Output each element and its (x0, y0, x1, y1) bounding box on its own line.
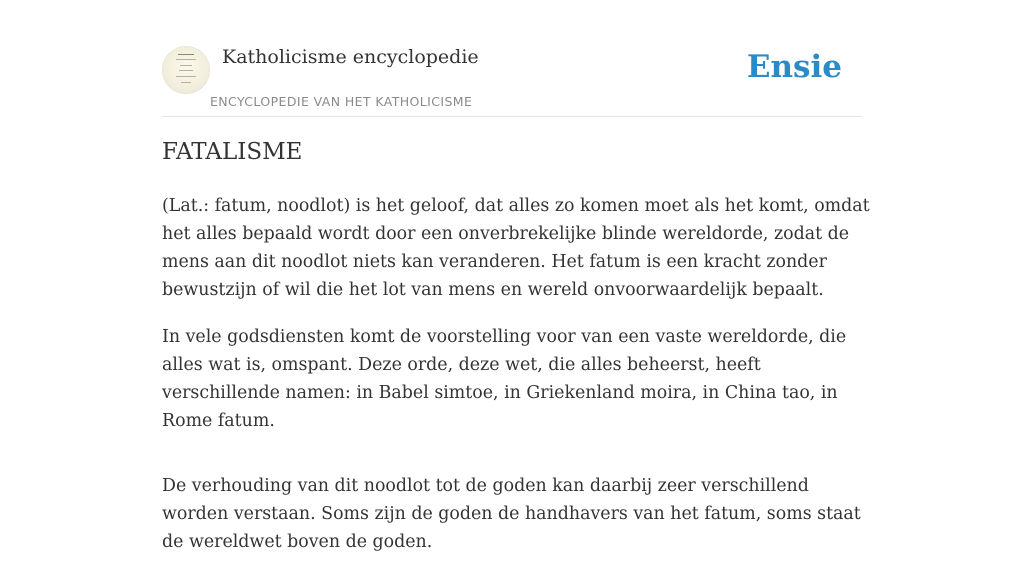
encyclopedia-subtitle: ENCYCLOPEDIE VAN HET KATHOLICISME (210, 94, 473, 109)
cover-text-line (178, 54, 194, 55)
cover-text-line (179, 70, 193, 71)
encyclopedia-title-link[interactable]: Katholicisme encyclopedie (222, 46, 479, 68)
article-paragraph: In vele godsdiensten komt de voorstelling voor van een vaste wereldorde, die alles wat is, omspant. Deze orde, deze wet, die alles beheerst, heeft verschillende namen: in Babel simtoe, in Griekenland moira, in China tao, in Rome fatum. (162, 327, 847, 431)
ensie-logo-link[interactable]: Ensie (746, 49, 842, 85)
cover-text-line (181, 82, 191, 83)
article-paragraph: De verhouding van dit noodlot tot de goden kan daarbij zeer verschillend worden verstaan. Soms zijn de goden de handhavers van het fatum, soms staat de wereldwet boven de goden. (162, 476, 861, 552)
cover-text-line (176, 59, 196, 60)
article-body (162, 192, 872, 575)
article-title: FATALISME (162, 139, 303, 165)
cover-text-line (176, 76, 196, 77)
article-paragraph: (Lat.: fatum, noodlot) is het geloof, dat alles zo komen moet als het komt, omdat het alles bepaald wordt door een onverbrekelijke blinde wereldorde, zodat de mens aan dit noodlot niets kan veranderen. Het fatum is een kracht zonder bewustzijn of wil die het lot van mens en wereld onvoorwaardelijk bepaalt. (162, 196, 870, 300)
encyclopedia-cover-icon[interactable] (162, 46, 210, 94)
encyclopedia-header (162, 40, 862, 117)
cover-text-line (180, 65, 192, 66)
